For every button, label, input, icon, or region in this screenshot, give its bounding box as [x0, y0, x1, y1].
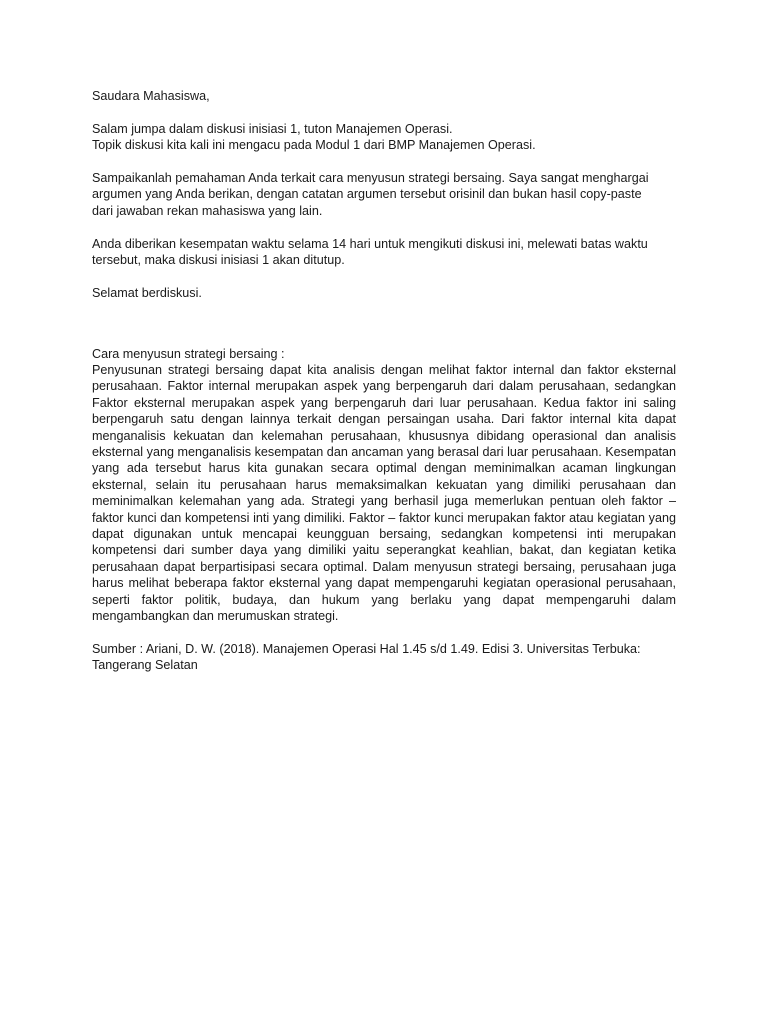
greeting-text: Saudara Mahasiswa,: [92, 89, 210, 103]
task-line: Sampaikanlah pemahaman Anda terkait cara menyusun strategi bersaing. Saya sangat menghargai: [92, 171, 649, 185]
intro-paragraph: [92, 121, 676, 154]
task-line: dari jawaban rekan mahasiswa yang lain.: [92, 203, 323, 218]
source-citation: [92, 641, 676, 674]
spacer: [92, 318, 676, 346]
document-page: [92, 88, 676, 686]
closing: [92, 285, 676, 301]
intro-line: Salam jumpa dalam diskusi inisiasi 1, tuton Manajemen Operasi.: [92, 121, 453, 136]
time-line: tersebut, maka diskusi inisiasi 1 akan ditutup.: [92, 253, 345, 268]
answer-body: Penyusunan strategi bersaing dapat kita analisis dengan melihat faktor internal dan faktor eksternal perusahaan. Faktor internal merupakan aspek yang berpengaruh dari dalam perusahaan, sedangkan Faktor eksternal merupakan aspek yang berpengaruh dari luar perusahaan. Kedua faktor ini saling berpengaruh satu dengan lainnya terkait dengan persaingan usaha. Dari faktor internal kita dapat menganalisis kekuatan dan kelemahan perusahaan, khususnya dibidang operasional dan analisis eksternal yang menganalisis kesempatan dan ancaman yang berasal dari luar perusahaan. Kesempatan yang ada tersebut harus kita gunakan secara optimal dengan meminimalkan acaman lingkungan eksternal, selain itu perusahaan harus memaksimalkan kekuatan yang dimiliki perusahaan dan meminimalkan kelemahan yang ada. Strategi yang berhasil juga memerlukan pentuan oleh faktor – faktor kunci dan kompetensi inti yang dimiliki. Faktor – faktor kunci merupakan faktor atau kegiatan yang dapat digunakan untuk mencapai keungguan bersaing, sedangkan kompetensi inti merupakan kompetensi dari sumber daya yang dimiliki yaitu seperangkat keahlian, bakat, dan kegiatan ketika perusahaan dapat berpartisipasi secara optimal. Dalam menyusun strategi bersaing, perusahaan juga harus melihat beberapa faktor eksternal yang dapat mempengaruhi kegiatan operasional perusahaan, seperti faktor politik, budaya, dan hukum yang berlaku yang dapat mempengaruhi dalam mengambangkan dan merumuskan strategi.: [92, 363, 676, 624]
source-line: Tangerang Selatan: [92, 657, 198, 672]
intro-line: Topik diskusi kita kali ini mengacu pada Modul 1 dari BMP Manajemen Operasi.: [92, 138, 536, 153]
time-line: Anda diberikan kesempatan waktu selama 14 hari untuk mengikuti diskusi ini, melewati batas waktu: [92, 236, 648, 251]
task-line: argumen yang Anda berikan, dengan catatan argumen tersebut orisinil dan bukan hasil copy-paste: [92, 187, 642, 202]
answer-heading: [92, 346, 676, 362]
answer-heading-text: Cara menyusun strategi bersaing :: [92, 346, 285, 361]
greeting: [92, 88, 676, 104]
task-paragraph: [92, 170, 676, 219]
closing-text: Selamat berdiskusi.: [92, 285, 202, 300]
time-paragraph: [92, 236, 676, 269]
source-line: Sumber : Ariani, D. W. (2018). Manajemen Operasi Hal 1.45 s/d 1.49. Edisi 3. Universitas Terbuka:: [92, 641, 641, 656]
